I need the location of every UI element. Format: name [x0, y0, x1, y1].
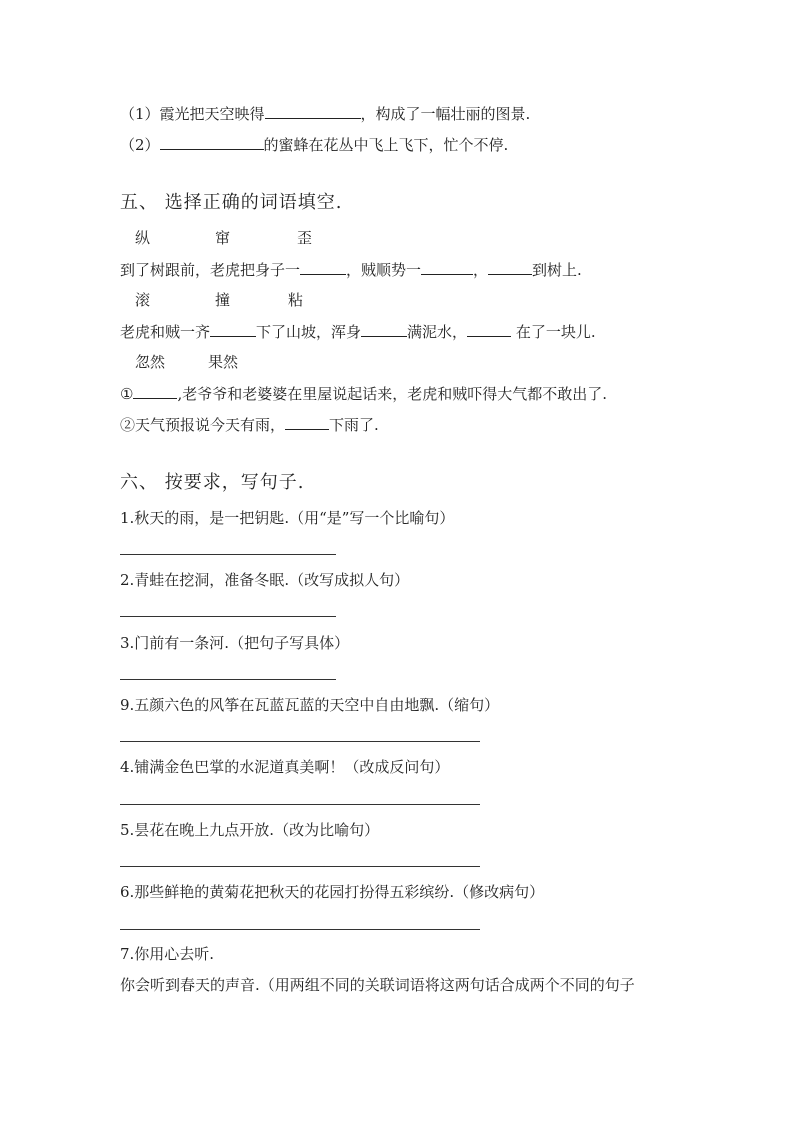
item-4-2-suffix: 的蜜蜂在花丛中飞上飞下，忙个不停. [263, 136, 509, 154]
question-9: 9.五颜六色的风筝在瓦蓝瓦蓝的天空中自由地飘.（缩句） [120, 696, 500, 714]
question-5: 5.昙花在晚上九点开放.（改为比喻句） [120, 821, 380, 839]
question-3: 3.门前有一条河.（把句子写具体） [120, 634, 350, 652]
text: ，贼顺势一 [346, 261, 422, 279]
blank[interactable] [133, 383, 177, 399]
item-4-1-suffix: ，构成了一幅壮丽的图景. [360, 105, 531, 123]
text: 下了山坡，浑身 [256, 323, 362, 341]
word-bank-1-item: 纵 [135, 229, 151, 247]
text: ,老爷爷和老婆婆在里屋说起话来，老虎和贼吓得大气都不敢出了. [177, 385, 607, 403]
blank[interactable] [285, 414, 329, 430]
sentence-5-1 [120, 259, 582, 280]
word-bank-2-item: 撞 [215, 291, 231, 309]
blank[interactable] [210, 321, 256, 337]
blank[interactable] [467, 321, 511, 337]
item-4-2-prefix: （2） [120, 136, 160, 154]
sentence-5-3 [120, 383, 607, 404]
text: 老虎和贼一齐 [120, 323, 211, 341]
text: 在了一块儿. [511, 323, 596, 341]
blank[interactable] [160, 134, 264, 150]
text: 到树上. [532, 261, 582, 279]
answer-line[interactable] [120, 616, 336, 617]
answer-line[interactable] [120, 679, 336, 680]
word-bank-3-item: 忽然 [135, 353, 166, 371]
item-4-2 [120, 134, 508, 155]
question-2: 2.青蛙在挖洞，准备冬眠.（改写成拟人句） [120, 571, 410, 589]
text: ②天气预报说今天有雨， [120, 416, 286, 434]
item-4-1 [120, 103, 530, 124]
question-6: 6.那些鲜艳的黄菊花把秋天的花园打扮得五彩缤纷.（修改病句） [120, 883, 545, 901]
answer-line[interactable] [120, 804, 480, 805]
word-bank-2-item: 滚 [135, 291, 151, 309]
section-6-title: 六、 按要求，写句子. [120, 472, 305, 493]
answer-line[interactable] [120, 866, 480, 867]
word-bank-1-item: 窜 [215, 229, 231, 247]
text: 满泥水， [407, 323, 468, 341]
blank[interactable] [361, 321, 407, 337]
answer-line[interactable] [120, 741, 480, 742]
word-bank-1-item: 歪 [297, 229, 313, 247]
text: 下雨了. [329, 416, 379, 434]
blank[interactable] [300, 259, 346, 275]
sentence-5-2 [120, 321, 596, 342]
text: ① [120, 385, 134, 403]
answer-line[interactable] [120, 554, 336, 555]
sentence-5-4 [120, 414, 379, 435]
blank[interactable] [265, 103, 361, 119]
blank[interactable] [488, 259, 532, 275]
blank[interactable] [421, 259, 473, 275]
question-1: 1.秋天的雨，是一把钥匙.（用“是”写一个比喻句） [120, 509, 455, 527]
item-4-1-prefix: （1）霞光把天空映得 [120, 105, 265, 123]
question-7-continued: 你会听到春天的声音.（用两组不同的关联词语将这两句话合成两个不同的句子 [120, 976, 635, 994]
text: ， [473, 261, 489, 279]
text: 到了树跟前，老虎把身子一 [120, 261, 301, 279]
question-4: 4.铺满金色巴掌的水泥道真美啊！（改成反问句） [120, 758, 450, 776]
answer-line[interactable] [120, 929, 480, 930]
section-5-title: 五、 选择正确的词语填空. [120, 192, 343, 213]
word-bank-2-item: 粘 [288, 291, 304, 309]
question-7: 7.你用心去听. [120, 945, 215, 963]
word-bank-3-item: 果然 [208, 353, 239, 371]
